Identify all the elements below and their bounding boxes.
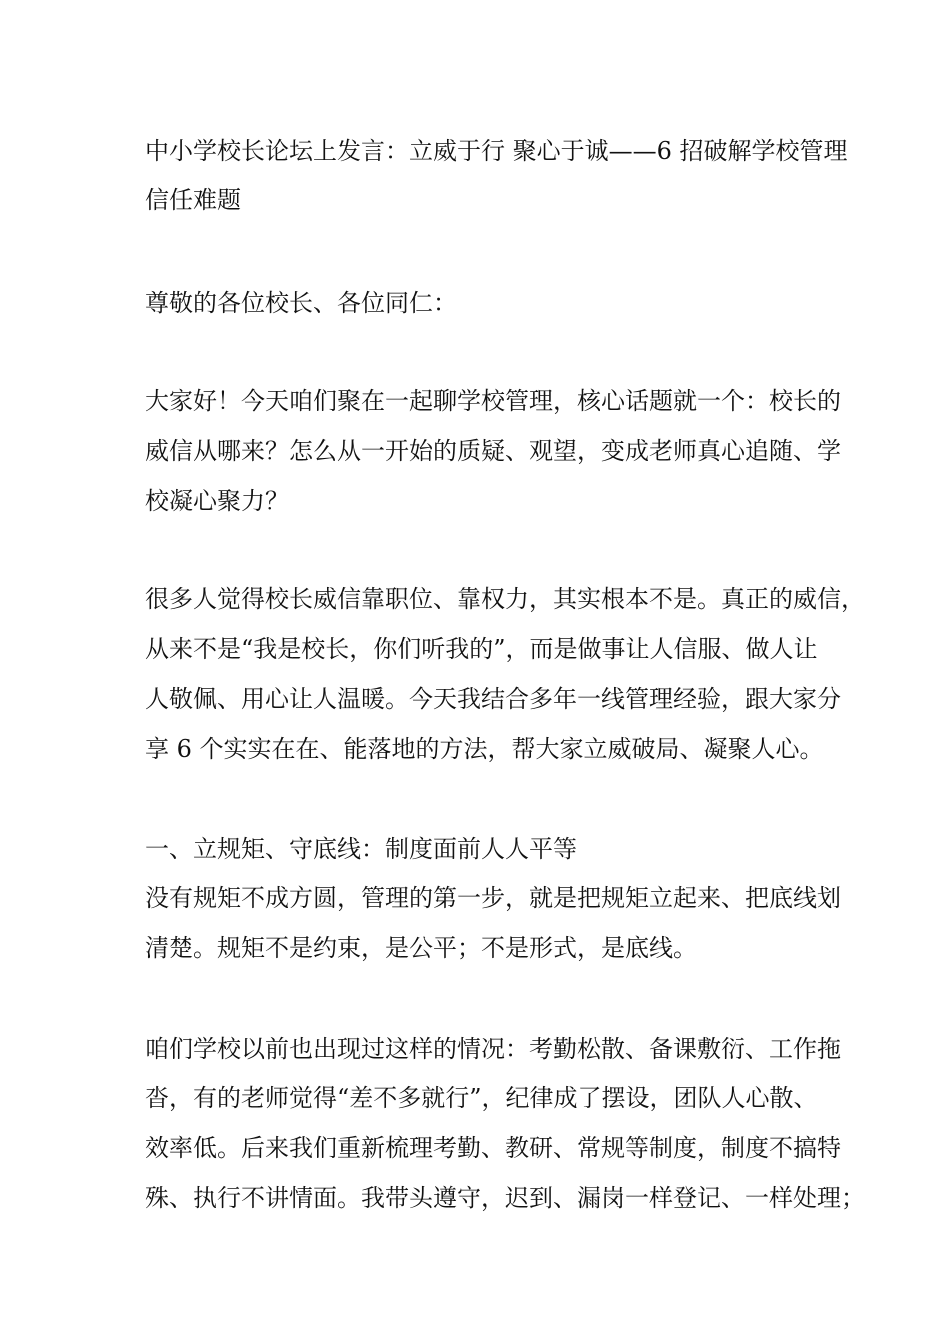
paragraph-4-line-3: 效率低。后来我们重新梳理考勤、教研、常规等制度，制度不搞特: [145, 1134, 841, 1162]
document-title-line-2: 信任难题: [145, 186, 241, 214]
paragraph-3-line-2: 清楚。规矩不是约束，是公平；不是形式，是底线。: [145, 934, 697, 962]
paragraph-2-line-4: 享 6 个实实在在、能落地的方法，帮大家立威破局、凝聚人心。: [145, 735, 824, 763]
paragraph-2-line-1: 很多人觉得校长威信靠职位、靠权力，其实根本不是。真正的威信，: [145, 585, 865, 613]
section-1-heading: 一、立规矩、守底线：制度面前人人平等: [145, 835, 577, 863]
paragraph-2-line-2: 从来不是“我是校长，你们听我的”，而是做事让人信服、做人让: [145, 635, 818, 663]
paragraph-4-line-4: 殊、执行不讲情面。我带头遵守，迟到、漏岗一样登记、一样处理；: [145, 1184, 865, 1212]
document-title-line-1: 中小学校长论坛上发言：立威于行 聚心于诚——6 招破解学校管理: [145, 137, 848, 165]
paragraph-4-line-1: 咱们学校以前也出现过这样的情况：考勤松散、备课敷衍、工作拖: [145, 1035, 841, 1063]
paragraph-3-line-1: 没有规矩不成方圆，管理的第一步，就是把规矩立起来、把底线划: [145, 884, 841, 912]
salutation: 尊敬的各位校长、各位同仁：: [145, 289, 457, 317]
paragraph-4-line-2: 沓，有的老师觉得“差不多就行”，纪律成了摆设，团队人心散、: [145, 1084, 818, 1112]
paragraph-1-line-1: 大家好！今天咱们聚在一起聊学校管理，核心话题就一个：校长的: [145, 387, 841, 415]
paragraph-2-line-3: 人敬佩、用心让人温暖。今天我结合多年一线管理经验，跟大家分: [145, 685, 841, 713]
paragraph-1-line-2: 威信从哪来？怎么从一开始的质疑、观望，变成老师真心追随、学: [145, 437, 841, 465]
paragraph-1-line-3: 校凝心聚力？: [145, 487, 289, 515]
